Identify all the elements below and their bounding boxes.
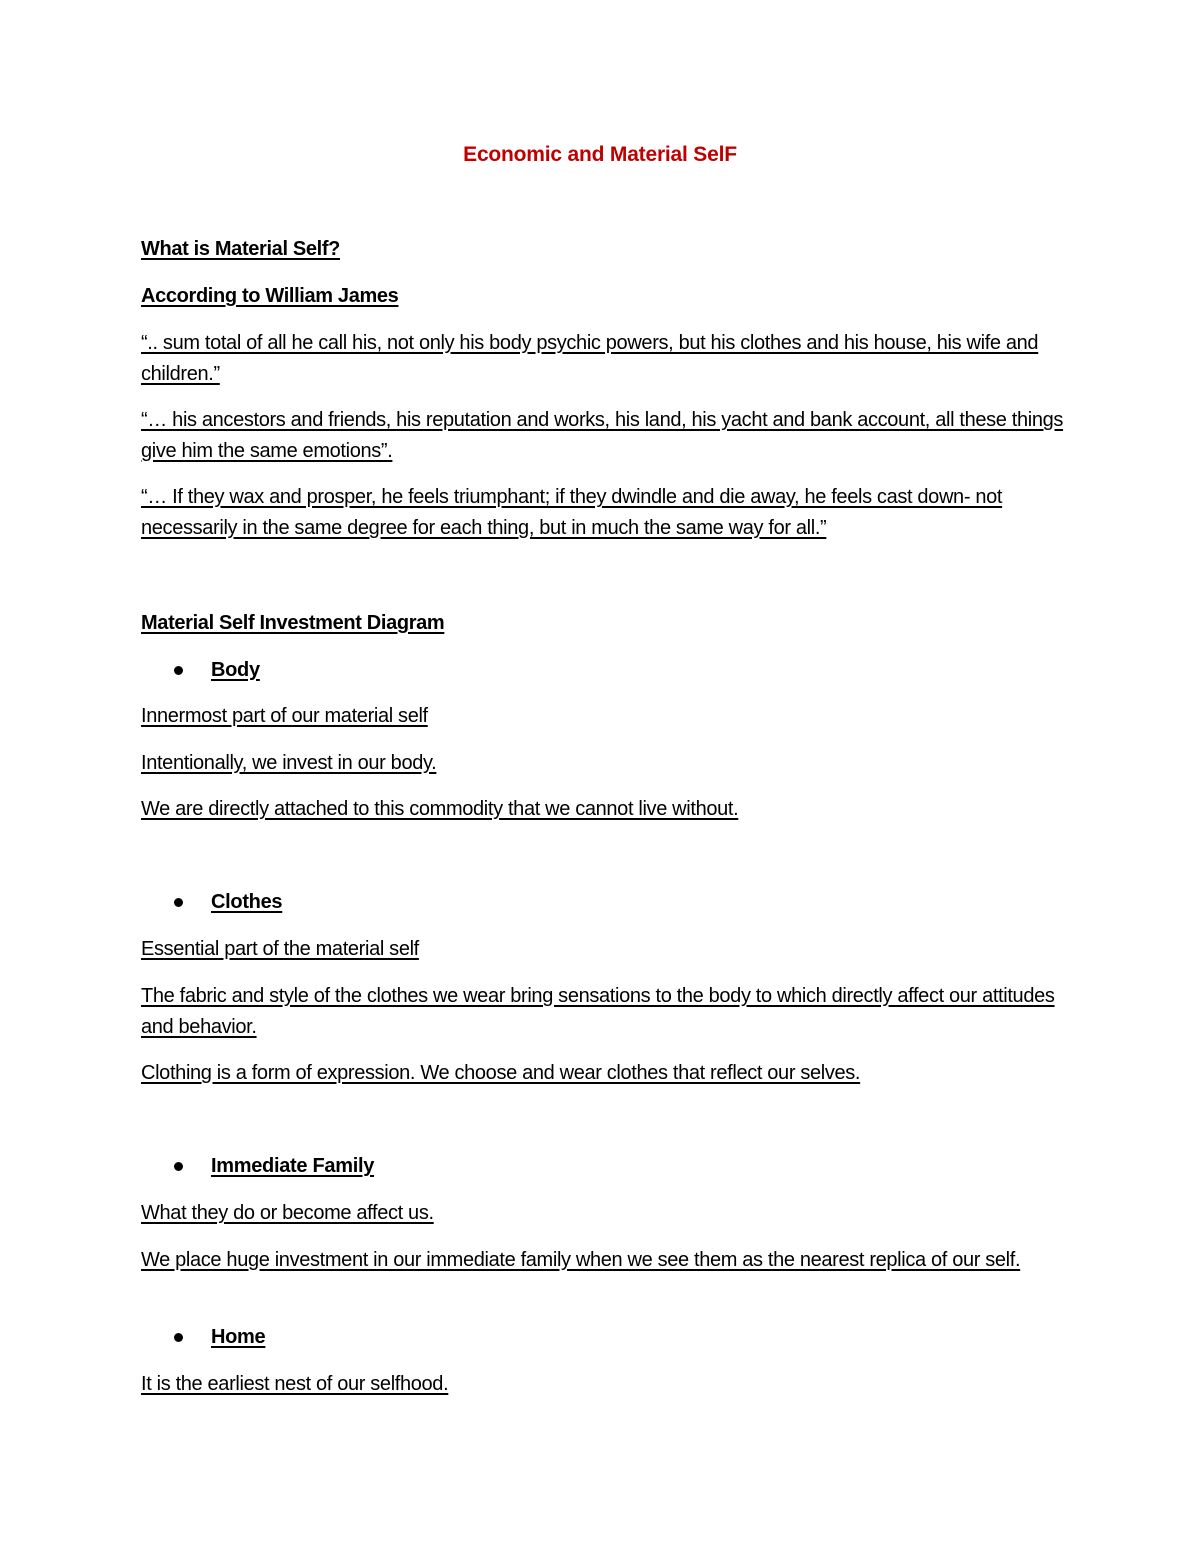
bullet-icon <box>174 1333 183 1342</box>
bullet-item-clothes <box>174 887 282 918</box>
section-line: We are directly attached to this commodity that we cannot live without. <box>141 798 739 820</box>
bullet-icon <box>174 1162 183 1171</box>
section-line: The fabric and style of the clothes we wear bring sensations to the body to which directly affect our attitudes and behavior. <box>141 985 1055 1038</box>
section-line: What they do or become affect us. <box>141 1202 434 1224</box>
quote-paragraph: “… his ancestors and friends, his reputation and works, his land, his yacht and bank account, all these things give him the same emotions”. <box>141 409 1064 462</box>
section-line: It is the earliest nest of our selfhood. <box>141 1373 449 1395</box>
bullet-label: Immediate Family <box>211 1155 375 1177</box>
bullet-icon <box>174 666 183 675</box>
section-line: We place huge investment in our immediate family when we see them as the nearest replica of our self. <box>141 1249 1021 1271</box>
quote-paragraph: “… If they wax and prosper, he feels triumphant; if they dwindle and die away, he feels cast down- not necessarily in the same degree for each thing, but in much the same way for all.” <box>141 486 1003 539</box>
bullet-label: Clothes <box>211 891 283 913</box>
bullet-icon <box>174 898 183 907</box>
bullet-item-immediate-family <box>174 1151 374 1182</box>
bullet-item-home <box>174 1322 265 1353</box>
bullet-label: Body <box>211 659 260 681</box>
heading-according-to-william-james: According to William James <box>141 285 399 307</box>
section-line: Clothing is a form of expression. We choose and wear clothes that reflect our selves. <box>141 1062 861 1084</box>
section-line: Intentionally, we invest in our body. <box>141 752 437 774</box>
bullet-label: Home <box>211 1326 266 1348</box>
section-line: Innermost part of our material self <box>141 705 428 727</box>
document-title: Economic and Material SelF <box>463 143 737 166</box>
diagram-heading: Material Self Investment Diagram <box>141 612 445 634</box>
heading-what-is-material-self: What is Material Self? <box>141 238 341 260</box>
section-line: Essential part of the material self <box>141 938 419 960</box>
quote-paragraph: “.. sum total of all he call his, not only his body psychic powers, but his clothes and his house, his wife and children.” <box>141 332 1039 385</box>
bullet-item-body <box>174 655 260 686</box>
